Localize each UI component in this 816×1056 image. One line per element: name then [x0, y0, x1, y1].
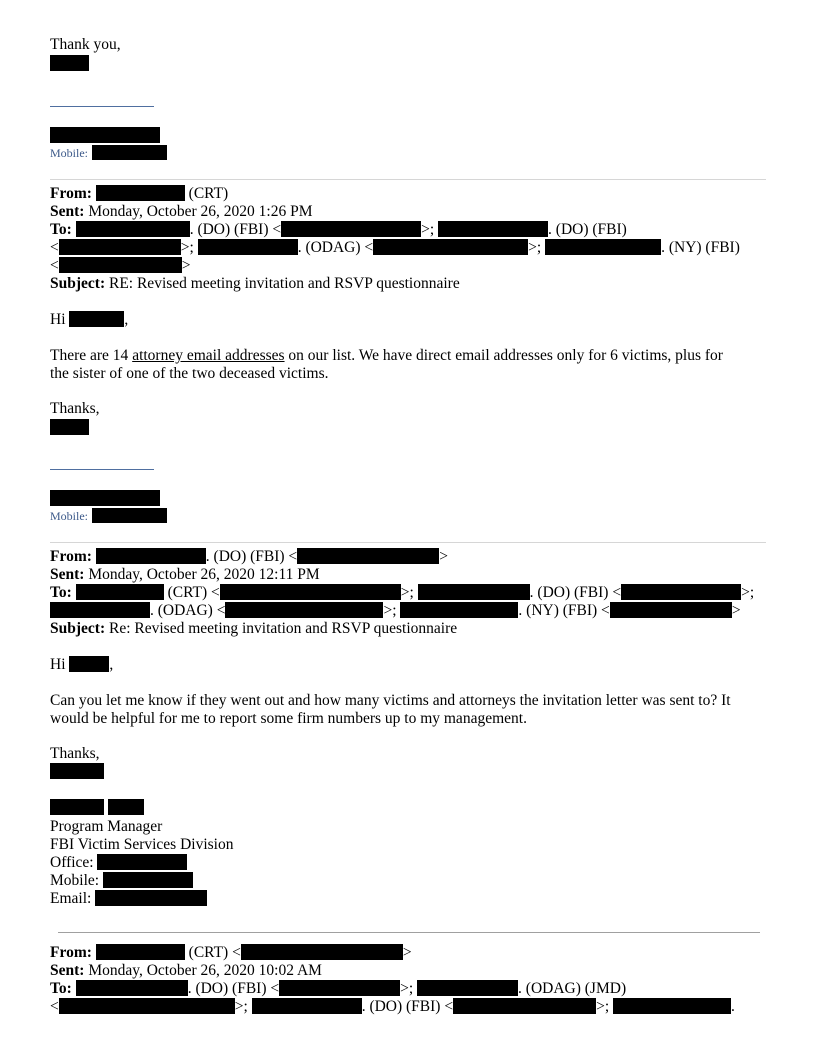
email1-closing: Thanks,	[50, 400, 100, 417]
redacted-name	[50, 55, 89, 73]
email2-sent: Sent: Monday, October 26, 2020 12:11 PM	[50, 566, 320, 583]
redacted-signature-name	[50, 490, 160, 508]
signature-divider	[50, 106, 154, 107]
email1-to-line1: To: . (DO) (FBI) < >; . (DO) (FBI)	[50, 221, 627, 238]
email3-to-line2: < >; . (DO) (FBI) < >; .	[50, 998, 735, 1015]
email-separator	[50, 542, 766, 543]
email1-sent: Sent: Monday, October 26, 2020 1:26 PM	[50, 203, 313, 220]
email2-greeting: Hi ,	[50, 656, 114, 673]
signature-divider	[50, 469, 154, 470]
redacted-signature-name	[50, 799, 144, 817]
closing-thank-you: Thank you,	[50, 36, 121, 53]
email1-body-line2: the sister of one of the two deceased victims.	[50, 365, 329, 382]
signature-division: FBI Victim Services Division	[50, 836, 234, 853]
redacted-name	[50, 419, 89, 437]
email1-subject: Subject: RE: Revised meeting invitation and RSVP questionnaire	[50, 275, 460, 292]
mobile-label: Mobile:	[50, 146, 88, 160]
email2-to-line2: . (ODAG) < >; . (NY) (FBI) < >	[50, 602, 741, 620]
signature-title: Program Manager	[50, 818, 163, 835]
redacted-signature-name	[50, 127, 160, 145]
email1-to-line2: < >; . (ODAG) < >; . (NY) (FBI)	[50, 239, 740, 256]
email3-from: From: (CRT) < >	[50, 944, 412, 961]
email2-subject: Subject: Re: Revised meeting invitation and RSVP questionnaire	[50, 620, 458, 637]
redacted-name	[50, 763, 104, 781]
email-separator	[50, 179, 766, 180]
signature-office: Office:	[50, 854, 187, 872]
email2-closing: Thanks,	[50, 745, 100, 762]
email-separator	[58, 932, 760, 933]
email2-body-line1: Can you let me know if they went out and how many victims and attorneys the invitation letter was sent to? It	[50, 692, 731, 709]
signature-mobile	[50, 144, 167, 162]
email3-to-line1: To: . (DO) (FBI) < >; . (ODAG) (JMD)	[50, 980, 627, 997]
mobile-label: Mobile:	[50, 509, 88, 523]
email1-body-line1: There are 14 attorney email addresses on our list. We have direct email addresses only for 6 victims, plus for	[50, 347, 723, 364]
signature-mobile	[50, 507, 167, 525]
email1-from: From: (CRT)	[50, 185, 229, 202]
signature-mobile: Mobile:	[50, 872, 193, 890]
email2-to-line1: To: (CRT) < >; . (DO) (FBI) < >;	[50, 584, 755, 601]
email2-body-line2: would be helpful for me to report some firm numbers up to my management.	[50, 710, 527, 727]
email3-sent: Sent: Monday, October 26, 2020 10:02 AM	[50, 962, 322, 979]
signature-email: Email:	[50, 890, 207, 908]
email1-greeting: Hi ,	[50, 311, 129, 328]
attorney-email-link[interactable]: attorney email addresses	[132, 347, 285, 364]
email1-to-line3: < >	[50, 257, 191, 274]
email2-from: From: . (DO) (FBI) < >	[50, 548, 448, 565]
